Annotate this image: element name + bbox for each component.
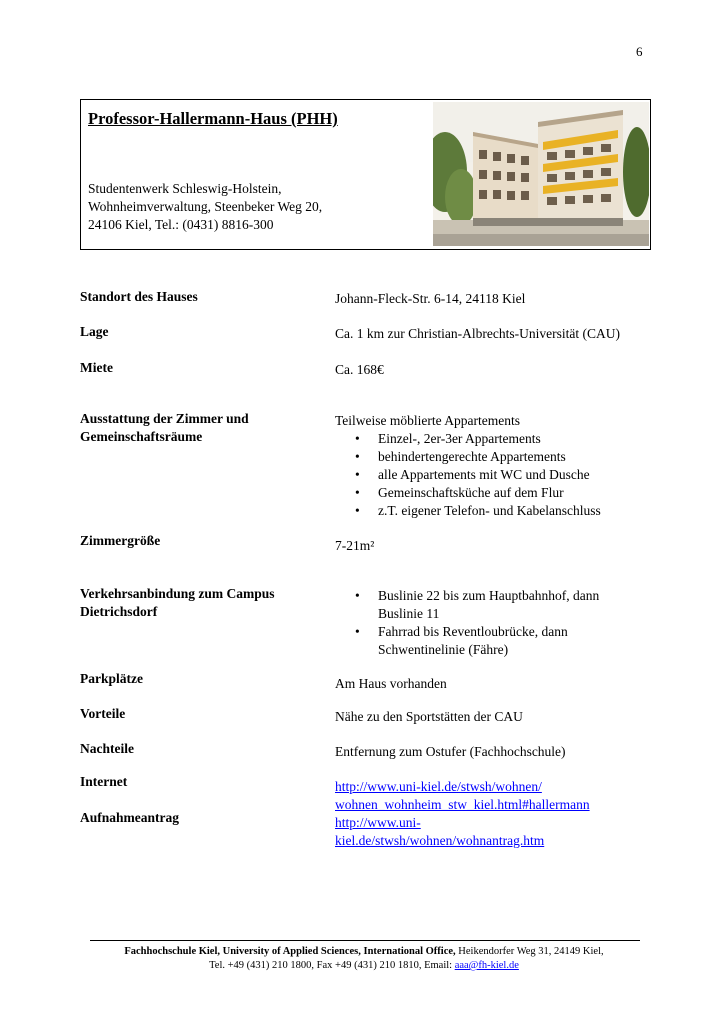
footer-contact-text: Tel. +49 (431) 210 1800, Fax +49 (431) 210 1810, Email:: [209, 960, 455, 971]
verkehr-value: [335, 587, 599, 659]
label-line: Ausstattung der Zimmer und: [80, 411, 249, 426]
nachteile-label: Nachteile: [80, 741, 134, 756]
ausstattung-intro: Teilweise möblierte Appartements: [335, 413, 520, 428]
footer-contact: [0, 960, 728, 971]
list-item: • z.T. eigener Telefon- und Kabelanschluss: [335, 502, 601, 520]
vorteile-value: Nähe zu den Sportstätten der CAU: [335, 709, 523, 724]
aufnahme-link[interactable]: [335, 815, 544, 848]
lage-label: Lage: [80, 324, 109, 339]
building-photo: [433, 102, 649, 246]
nachteile-value: Entfernung zum Ostufer (Fachhochschule): [335, 744, 566, 759]
zimmergroesse-value: 7-21m²: [335, 538, 375, 553]
list-item-line: Schwentinelinie (Fähre): [378, 642, 509, 657]
list-item-line: • Buslinie 22 bis zum Hauptbahnhof, dann: [378, 588, 600, 603]
list-item: [335, 623, 599, 659]
ausstattung-label: [80, 410, 249, 446]
list-item: • Einzel-, 2er-3er Appartements: [335, 430, 601, 448]
label-line: Verkehrsanbindung zum Campus: [80, 586, 275, 601]
list-item: • alle Appartements mit WC und Dusche: [335, 466, 601, 484]
internet-label: Internet: [80, 774, 128, 789]
parkplaetze-value: Am Haus vorhanden: [335, 676, 447, 691]
verkehr-list: [335, 587, 599, 659]
list-item-line: Buslinie 11: [378, 606, 440, 621]
list-item: • Gemeinschaftsküche auf dem Flur: [335, 484, 601, 502]
internet-link[interactable]: [335, 779, 590, 812]
link-line[interactable]: http://www.uni-kiel.de/stwsh/wohnen/: [335, 779, 542, 794]
lage-value: Ca. 1 km zur Christian-Albrechts-Universität (CAU): [335, 326, 620, 341]
vorteile-label: Vorteile: [80, 706, 126, 721]
link-line[interactable]: wohnen_wohnheim_stw_kiel.html#hallermann: [335, 797, 590, 812]
footer-org-name: Fachhochschule Kiel, University of Applied Sciences, International Office,: [124, 946, 456, 957]
header-box: [80, 99, 651, 250]
aufnahme-value: [335, 814, 544, 850]
aufnahme-label: Aufnahmeantrag: [80, 810, 180, 825]
verkehr-label: [80, 585, 275, 621]
ausstattung-list: [335, 430, 601, 520]
internet-value: [335, 778, 590, 814]
page-number: 6: [636, 44, 643, 59]
miete-label: Miete: [80, 360, 113, 375]
standort-label: Standort des Hauses: [80, 289, 198, 304]
parkplaetze-label: Parkplätze: [80, 671, 143, 686]
list-item: [335, 587, 599, 623]
dorm-title: Professor-Hallermann-Haus (PHH): [88, 109, 338, 128]
ausstattung-value: [335, 412, 601, 520]
footer-org: [0, 946, 728, 957]
footer-divider: [90, 940, 640, 941]
list-item: • behindertengerechte Appartements: [335, 448, 601, 466]
miete-value: Ca. 168€: [335, 362, 384, 377]
link-line[interactable]: http://www.uni-: [335, 815, 421, 830]
footer-email-link[interactable]: aaa@fh-kiel.de: [454, 960, 519, 971]
link-line[interactable]: kiel.de/stwsh/wohnen/wohnantrag.htm: [335, 833, 545, 848]
standort-value: Johann-Fleck-Str. 6-14, 24118 Kiel: [335, 291, 526, 306]
list-item-line: • Fahrrad bis Reventloubrücke, dann: [378, 624, 568, 639]
address-line: 24106 Kiel, Tel.: (0431) 8816-300: [88, 217, 274, 232]
label-line: Dietrichsdorf: [80, 604, 158, 619]
address-line: Wohnheimverwaltung, Steenbeker Weg 20,: [88, 199, 323, 214]
zimmergroesse-label: Zimmergröße: [80, 533, 161, 548]
footer-org-address: Heikendorfer Weg 31, 24149 Kiel,: [455, 946, 604, 957]
address-line: Studentenwerk Schleswig-Holstein,: [88, 181, 282, 196]
dorm-address: [88, 180, 322, 234]
label-line: Gemeinschaftsräume: [80, 429, 203, 444]
